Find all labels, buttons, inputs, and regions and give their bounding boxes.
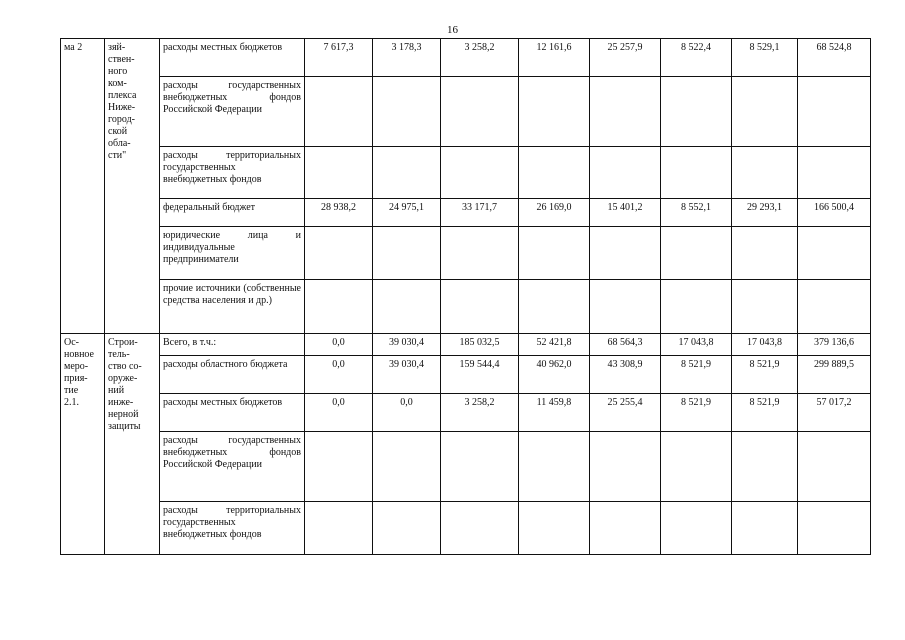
value-cell <box>519 77 590 147</box>
measure-number-cell: Ос- новное меро- прия- тие 2.1. <box>61 334 105 555</box>
total-cell <box>798 280 871 334</box>
value-cell <box>661 227 732 280</box>
value-cell <box>373 432 441 502</box>
total-cell <box>798 502 871 555</box>
value-cell <box>305 280 373 334</box>
value-cell: 7 617,3 <box>305 39 373 77</box>
value-cell: 25 255,4 <box>590 394 661 432</box>
value-cell <box>441 227 519 280</box>
value-cell <box>661 432 732 502</box>
value-cell <box>441 147 519 199</box>
value-cell: 8 522,4 <box>661 39 732 77</box>
value-cell <box>732 502 798 555</box>
value-cell <box>661 147 732 199</box>
value-cell: 12 161,6 <box>519 39 590 77</box>
funding-source-cell: прочие источники (собственные средства населения и др.) <box>160 280 305 334</box>
value-cell: 24 975,1 <box>373 199 441 227</box>
value-cell: 33 171,7 <box>441 199 519 227</box>
value-cell <box>305 227 373 280</box>
value-cell: 43 308,9 <box>590 356 661 394</box>
value-cell <box>519 432 590 502</box>
value-cell: 39 030,4 <box>373 334 441 356</box>
value-cell <box>519 147 590 199</box>
value-cell: 159 544,4 <box>441 356 519 394</box>
page-number: 16 <box>447 24 458 36</box>
table-row <box>61 334 871 356</box>
value-cell <box>373 227 441 280</box>
value-cell <box>590 227 661 280</box>
total-cell: 68 524,8 <box>798 39 871 77</box>
value-cell: 17 043,8 <box>661 334 732 356</box>
value-cell <box>732 432 798 502</box>
value-cell <box>305 502 373 555</box>
value-cell <box>519 280 590 334</box>
value-cell: 17 043,8 <box>732 334 798 356</box>
value-cell <box>373 502 441 555</box>
value-cell: 52 421,8 <box>519 334 590 356</box>
total-cell <box>798 432 871 502</box>
value-cell <box>441 77 519 147</box>
value-cell <box>732 77 798 147</box>
value-cell: 185 032,5 <box>441 334 519 356</box>
total-cell <box>798 227 871 280</box>
value-cell <box>590 432 661 502</box>
funding-source-cell: расходы местных бюджетов <box>160 39 305 77</box>
funding-source-cell: расходы территориальных государственных внебюджетных фондов <box>160 147 305 199</box>
table-row <box>61 432 871 502</box>
value-cell: 8 521,9 <box>732 356 798 394</box>
table-row <box>61 147 871 199</box>
funding-source-cell: Всего, в т.ч.: <box>160 334 305 356</box>
value-cell: 68 564,3 <box>590 334 661 356</box>
value-cell <box>661 502 732 555</box>
value-cell <box>590 280 661 334</box>
value-cell: 3 178,3 <box>373 39 441 77</box>
value-cell <box>732 280 798 334</box>
value-cell <box>590 147 661 199</box>
value-cell <box>590 77 661 147</box>
value-cell <box>441 502 519 555</box>
funding-source-cell: юридические лица и индивидуальные предприниматели <box>160 227 305 280</box>
value-cell <box>661 77 732 147</box>
value-cell: 8 521,9 <box>732 394 798 432</box>
value-cell: 8 521,9 <box>661 394 732 432</box>
total-cell: 379 136,6 <box>798 334 871 356</box>
total-cell <box>798 77 871 147</box>
measure-number-cell: ма 2 <box>61 39 105 334</box>
value-cell <box>590 502 661 555</box>
table-row <box>61 39 871 77</box>
value-cell: 28 938,2 <box>305 199 373 227</box>
table-row <box>61 356 871 394</box>
value-cell <box>732 147 798 199</box>
total-cell: 299 889,5 <box>798 356 871 394</box>
funding-source-cell: федеральный бюджет <box>160 199 305 227</box>
value-cell: 3 258,2 <box>441 394 519 432</box>
value-cell <box>519 227 590 280</box>
value-cell <box>305 147 373 199</box>
measure-title-cell: Строи- тель- ство со- оруже- ний инже- нерной защиты <box>105 334 160 555</box>
budget-table <box>60 38 871 555</box>
funding-source-cell: расходы местных бюджетов <box>160 394 305 432</box>
table-row <box>61 280 871 334</box>
value-cell: 39 030,4 <box>373 356 441 394</box>
value-cell: 8 529,1 <box>732 39 798 77</box>
value-cell: 0,0 <box>305 394 373 432</box>
value-cell: 29 293,1 <box>732 199 798 227</box>
value-cell <box>441 280 519 334</box>
value-cell <box>441 432 519 502</box>
value-cell: 40 962,0 <box>519 356 590 394</box>
value-cell: 0,0 <box>373 394 441 432</box>
value-cell <box>661 280 732 334</box>
value-cell: 3 258,2 <box>441 39 519 77</box>
funding-source-cell: расходы территориальных государственных внебюджетных фондов <box>160 502 305 555</box>
table-row <box>61 227 871 280</box>
measure-title-cell: зяй- ствен- ного ком- плекса Ниже- город- ской обла- сти" <box>105 39 160 334</box>
value-cell <box>373 77 441 147</box>
value-cell: 0,0 <box>305 334 373 356</box>
value-cell <box>305 77 373 147</box>
table-row <box>61 502 871 555</box>
value-cell <box>305 432 373 502</box>
total-cell: 57 017,2 <box>798 394 871 432</box>
value-cell <box>732 227 798 280</box>
value-cell: 11 459,8 <box>519 394 590 432</box>
funding-source-cell: расходы государственных внебюджетных фондов Российской Федерации <box>160 432 305 502</box>
funding-source-cell: расходы областного бюджета <box>160 356 305 394</box>
table-row <box>61 199 871 227</box>
value-cell <box>373 147 441 199</box>
value-cell: 15 401,2 <box>590 199 661 227</box>
value-cell: 8 521,9 <box>661 356 732 394</box>
total-cell <box>798 147 871 199</box>
total-cell: 166 500,4 <box>798 199 871 227</box>
value-cell: 26 169,0 <box>519 199 590 227</box>
value-cell: 8 552,1 <box>661 199 732 227</box>
value-cell: 25 257,9 <box>590 39 661 77</box>
value-cell: 0,0 <box>305 356 373 394</box>
value-cell <box>519 502 590 555</box>
table-row <box>61 77 871 147</box>
funding-source-cell: расходы государственных внебюджетных фондов Российской Федерации <box>160 77 305 147</box>
value-cell <box>373 280 441 334</box>
table-row <box>61 394 871 432</box>
